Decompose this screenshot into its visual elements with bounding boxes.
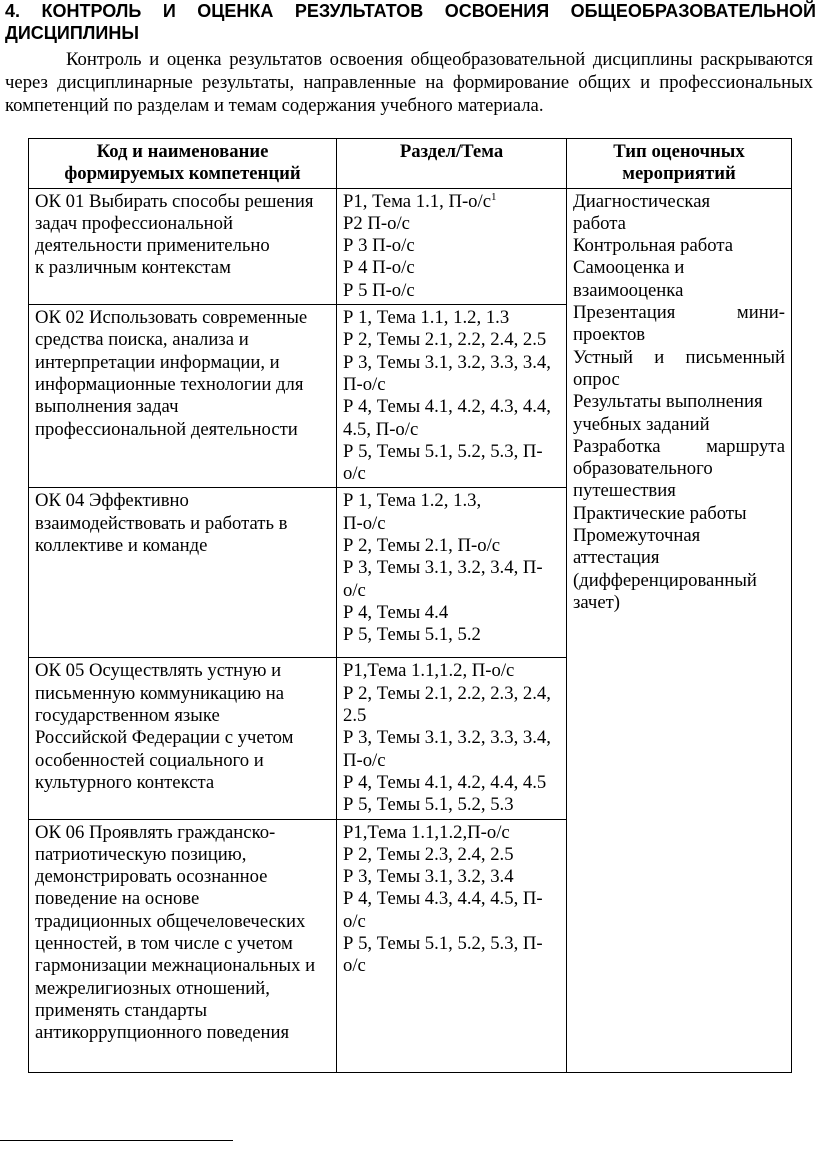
topic-line: [343, 257, 560, 279]
competency-line: интерпретации информации, и: [35, 351, 280, 373]
topic-text: Р 4, Темы 4.4: [343, 601, 449, 623]
competency-line: ОК 05 Осуществлять устную и: [35, 660, 282, 682]
topic-line: [343, 463, 560, 485]
topic-cell: [337, 488, 567, 658]
topic-cell: [337, 305, 567, 488]
topic-line: [343, 772, 560, 794]
topic-text: Р 5, Темы 5.1, 5.2, 5.3, П-: [343, 933, 543, 955]
assessment-type-line: Контрольная работа: [573, 235, 734, 257]
competency-line: ОК 06 Проявлять гражданско-: [35, 821, 276, 843]
table-row: [29, 188, 792, 304]
topic-line: [343, 955, 560, 977]
assessment-type-line: путешествия: [573, 480, 676, 502]
topic-line: [343, 933, 560, 955]
topic-line: [343, 866, 560, 888]
competency-line: средства поиска, анализа и: [35, 329, 249, 351]
topic-line: [343, 888, 560, 910]
topic-line: [343, 490, 560, 512]
competency-line: ценностей, в том числе с учетом: [35, 933, 293, 955]
assessment-type-line: Разработка маршрута: [573, 435, 785, 457]
competency-line: патриотическую позицию,: [35, 843, 247, 865]
competency-line: ОК 01 Выбирать способы решения: [35, 190, 314, 212]
assessment-type-line: Самооценка и: [573, 257, 685, 279]
topic-text: Р1,Тема 1.1,1.2,П-о/с: [343, 821, 510, 843]
assessment-type-line: аттестация: [573, 547, 660, 569]
section-heading-line-2: ДИСЦИПЛИНЫ: [5, 23, 139, 43]
assessment-type-line: работа: [573, 212, 626, 234]
competency-line: антикоррупционного поведения: [35, 1022, 290, 1044]
topic-line: [343, 213, 560, 235]
topic-text: Р 2, Темы 2.1, 2.2, 2.4, 2.5: [343, 329, 547, 351]
topic-text: П-о/с: [343, 512, 386, 534]
competency-line: выполнения задач: [35, 396, 179, 418]
topic-text: Р 1, Тема 1.1, 1.2, 1.3: [343, 307, 510, 329]
topic-text: Р 5, Темы 5.1, 5.2, 5.3: [343, 794, 514, 816]
assessment-type-line: взаимооценка: [573, 279, 684, 301]
topic-cell: [337, 819, 567, 1072]
competency-cell: [29, 188, 337, 304]
topic-line: [343, 396, 560, 418]
topic-line: [343, 513, 560, 535]
competency-line: коллективе и команде: [35, 535, 208, 557]
assessment-type-line: опрос: [573, 368, 620, 390]
topic-line: [343, 419, 560, 441]
topic-text: Р 3, Темы 3.1, 3.2, 3.3, 3.4,: [343, 727, 551, 749]
topic-text: Р 2, Темы 2.3, 2.4, 2.5: [343, 843, 514, 865]
topic-cell: [337, 188, 567, 304]
header-assessment-type: Тип оценочных мероприятий: [567, 139, 792, 189]
topic-text: Р1, Тема 1.1, П-о/с: [343, 190, 491, 212]
competency-line: традиционных общечеловеческих: [35, 910, 306, 932]
assessment-type-line: (дифференцированный: [573, 569, 757, 591]
competency-line: поведение на основе: [35, 888, 200, 910]
competency-line: к различным контекстам: [35, 257, 231, 279]
topic-text: П-о/с: [343, 749, 386, 771]
topic-text: Р 3, Темы 3.1, 3.2, 3.4, П-: [343, 557, 543, 579]
topic-line: [343, 911, 560, 933]
assessment-type-line: учебных заданий: [573, 413, 710, 435]
header-competency: Код и наименование формируемых компетенций: [29, 139, 337, 189]
topic-text: Р 3, Темы 3.1, 3.2, 3.3, 3.4,: [343, 351, 551, 373]
topic-line: [343, 705, 560, 727]
topic-line: [343, 374, 560, 396]
topic-line: [343, 307, 560, 329]
competency-line: письменную коммуникацию на: [35, 682, 285, 704]
competency-line: культурного контекста: [35, 771, 215, 793]
control-assessment-table: [28, 138, 792, 1073]
topic-line: [343, 660, 560, 682]
footnote-mark: 1: [491, 190, 497, 203]
competency-cell: [29, 305, 337, 488]
topic-text: Р 4, Темы 4.1, 4.2, 4.3, 4.4,: [343, 396, 551, 418]
competency-line: профессиональной деятельности: [35, 418, 298, 440]
competency-line: задач профессиональной: [35, 212, 233, 234]
competency-line: ОК 02 Использовать современные: [35, 307, 308, 329]
topic-line: [343, 557, 560, 579]
topic-text: Р2 П-о/с: [343, 212, 410, 234]
footnote-separator: [0, 1140, 233, 1141]
competency-line: государственном языке: [35, 705, 220, 727]
topic-text: Р 4, Темы 4.3, 4.4, 4.5, П-: [343, 888, 543, 910]
topic-text: 4.5, П-о/с: [343, 418, 419, 440]
topic-text: Р 3, Темы 3.1, 3.2, 3.4: [343, 866, 514, 888]
assessment-type-line: образовательного: [573, 458, 713, 480]
competency-line: ОК 04 Эффективно: [35, 490, 189, 512]
topic-text: Р 1, Тема 1.2, 1.3,: [343, 490, 482, 512]
section-heading: [5, 0, 816, 44]
assessment-type-cell: [567, 188, 792, 1072]
assessment-type-line: Результаты выполнения: [573, 391, 763, 413]
topic-text: Р 3 П-о/с: [343, 235, 415, 257]
topic-text: Р 4 П-о/с: [343, 257, 415, 279]
topic-line: [343, 750, 560, 772]
competency-line: Российской Федерации с учетом: [35, 727, 294, 749]
topic-line: [343, 602, 560, 624]
topic-text: Р 4, Темы 4.1, 4.2, 4.4, 4.5: [343, 771, 547, 793]
topic-line: [343, 329, 560, 351]
topic-text: о/с: [343, 463, 366, 485]
topic-line: [343, 683, 560, 705]
competency-line: демонстрировать осознанное: [35, 866, 268, 888]
topic-text: Р 2, Темы 2.1, П-о/с: [343, 535, 501, 557]
topic-line: [343, 794, 560, 816]
topic-line: [343, 280, 560, 302]
topic-text: П-о/с: [343, 373, 386, 395]
topic-line: [343, 580, 560, 602]
assessment-type-line: Презентация мини-: [573, 302, 785, 324]
topic-text: о/с: [343, 579, 366, 601]
topic-line: [343, 535, 560, 557]
topic-text: о/с: [343, 910, 366, 932]
assessment-type-line: проектов: [573, 324, 646, 346]
assessment-type-line: Промежуточная: [573, 525, 701, 547]
topic-line: [343, 844, 560, 866]
assessment-type-line: Практические работы: [573, 502, 747, 524]
topic-cell: [337, 658, 567, 819]
topic-text: Р 5, Темы 5.1, 5.2: [343, 624, 481, 646]
competency-cell: [29, 819, 337, 1072]
topic-line: [343, 822, 560, 844]
competency-line: особенностей социального и: [35, 749, 264, 771]
competency-cell: [29, 658, 337, 819]
competency-line: гармонизации межнациональных и: [35, 955, 316, 977]
competency-line: информационные технологии для: [35, 373, 304, 395]
assessment-type-line: Диагностическая: [573, 190, 711, 212]
topic-line: [343, 235, 560, 257]
competency-cell: [29, 488, 337, 658]
topic-line: [343, 624, 560, 646]
assessment-type-line: зачет): [573, 591, 621, 613]
competency-line: взаимодействовать и работать в: [35, 512, 288, 534]
competency-line: деятельности применительно: [35, 235, 270, 257]
topic-text: Р 2, Темы 2.1, 2.2, 2.3, 2.4,: [343, 682, 551, 704]
intro-paragraph: Контроль и оценка результатов освоения общеобразовательной дисциплины раскрываются через дисциплинарные результаты, направленные на формирование общих и профессиональных компетенций по разделам и темам содержания учебного материала.: [5, 49, 813, 116]
topic-text: Р1,Тема 1.1,1.2, П-о/с: [343, 660, 515, 682]
topic-text: о/с: [343, 955, 366, 977]
topic-line: [343, 441, 560, 463]
assessment-type-line: Устный и письменный: [573, 346, 785, 368]
competency-line: межрелигиозных отношений,: [35, 977, 270, 999]
topic-text: Р 5, Темы 5.1, 5.2, 5.3, П-: [343, 440, 543, 462]
topic-line: [343, 191, 560, 213]
topic-line: [343, 727, 560, 749]
topic-line: [343, 352, 560, 374]
topic-text: Р 5 П-о/с: [343, 279, 415, 301]
table-header-row: [29, 139, 792, 189]
competency-line: применять стандарты: [35, 999, 208, 1021]
topic-text: 2.5: [343, 705, 367, 727]
section-heading-line-1: 4. КОНТРОЛЬ И ОЦЕНКА РЕЗУЛЬТАТОВ ОСВОЕНИЯ ОБЩЕОБРАЗОВАТЕЛЬНОЙ: [5, 1, 816, 21]
header-topic: Раздел/Тема: [337, 139, 567, 189]
